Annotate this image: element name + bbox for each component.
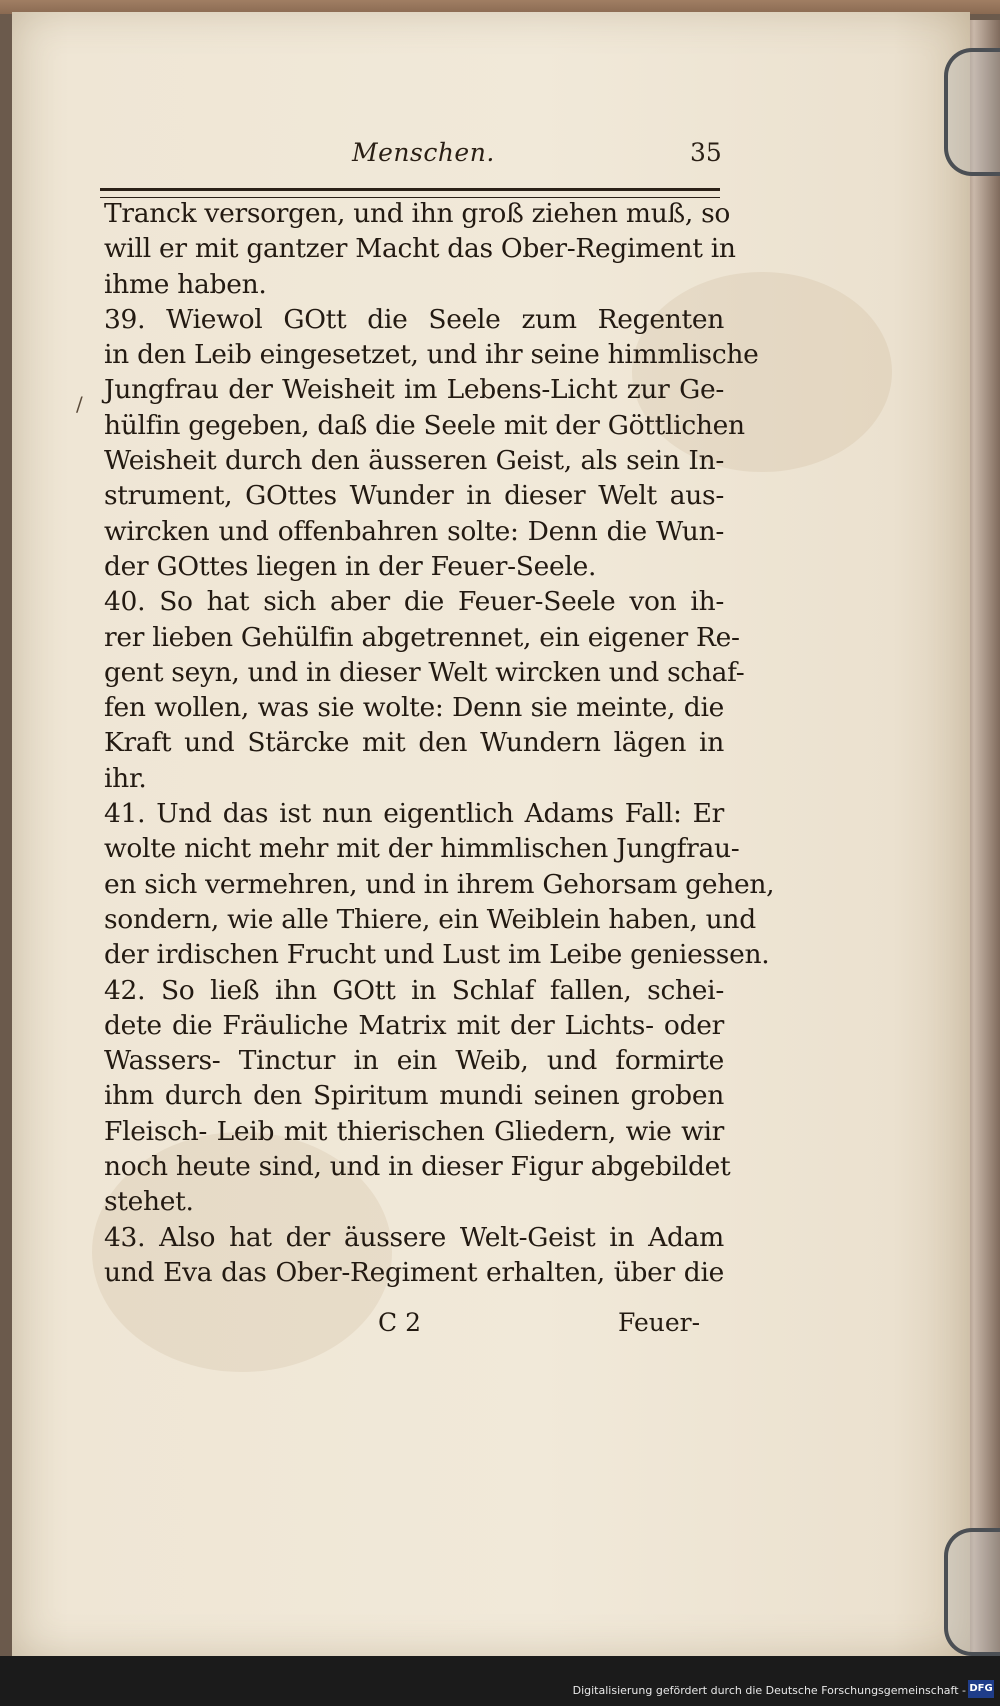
text-line: ihme haben. — [104, 268, 267, 300]
text-line: der irdischen Frucht und Lust im Leibe geniessen. — [104, 939, 770, 971]
text-line: 42. So ließ ihn GOtt in Schlaf fallen, schei- — [104, 974, 724, 1006]
text-line: rer lieben Gehülfin abgetrennet, ein eigener Re- — [104, 621, 740, 653]
text-line: Jungfrau der Weisheit im Lebens-Licht zur Ge- — [104, 374, 724, 406]
text-line: wolte nicht mehr mit der himmlischen Jungfrau- — [104, 833, 740, 865]
text-line: sondern, wie alle Thiere, ein Weiblein haben, und — [104, 903, 756, 935]
catchword: Feuer- — [618, 1308, 701, 1337]
digitization-note: Digitalisierung gefördert durch die Deutsche Forschungsgemeinschaft - — [572, 1684, 966, 1697]
text-line: ihr. — [104, 762, 147, 794]
text-line: Fleisch- Leib mit thierischen Gliedern, wie wir — [104, 1115, 724, 1147]
text-line: gent seyn, und in dieser Welt wircken und schaf- — [104, 656, 745, 688]
text-line: en sich vermehren, und in ihrem Gehorsam gehen, — [104, 868, 775, 900]
text-line: strument, GOttes Wunder in dieser Welt aus- — [104, 480, 724, 512]
text-line: der GOttes liegen in der Feuer-Seele. — [104, 550, 597, 582]
text-line: 41. Und das ist nun eigentlich Adams Fall: Er — [104, 798, 724, 830]
body-text — [104, 196, 775, 1290]
text-line: Kraft und Stärcke mit den Wundern lägen in — [104, 727, 724, 759]
margin-mark: / — [76, 392, 83, 416]
text-line: 43. Also hat der äussere Welt-Geist in Adam — [104, 1221, 724, 1253]
page-clip-top — [944, 48, 1000, 176]
page-clip-bottom — [944, 1528, 1000, 1656]
viewer-bottom-bar — [0, 1656, 1000, 1706]
text-line: ihm durch den Spiritum mundi seinen groben — [104, 1080, 724, 1112]
text-line: 40. So hat sich aber die Feuer-Seele von ih- — [104, 586, 724, 618]
text-line: in den Leib eingesetzet, und ihr seine himmlische — [104, 339, 759, 371]
dfg-logo: DFG — [968, 1680, 994, 1698]
text-line: hülfin gegeben, daß die Seele mit der Göttlichen — [104, 409, 745, 441]
text-line: noch heute sind, und in dieser Figur abgebildet — [104, 1151, 731, 1183]
text-line: 39. Wiewol GOtt die Seele zum Regenten — [104, 303, 724, 335]
page-number: 35 — [690, 138, 722, 167]
signature-mark: C 2 — [378, 1308, 421, 1337]
text-line: und Eva das Ober-Regiment erhalten, über die — [104, 1256, 724, 1288]
text-line: will er mit gantzer Macht das Ober-Regiment in — [104, 233, 736, 265]
text-line: dete die Fräuliche Matrix mit der Lichts- oder — [104, 1009, 724, 1041]
running-title: Menschen. — [352, 138, 495, 167]
text-line: stehet. — [104, 1186, 194, 1218]
text-line: Weisheit durch den äusseren Geist, als sein In- — [104, 445, 724, 477]
text-line: fen wollen, was sie wolte: Denn sie meinte, die — [104, 692, 724, 724]
text-line: Tranck versorgen, und ihn groß ziehen muß, so — [104, 198, 731, 229]
text-line: wircken und offenbahren solte: Denn die Wun- — [104, 515, 724, 547]
text-line: Wassers- Tinctur in ein Weib, und formirte — [104, 1045, 724, 1077]
